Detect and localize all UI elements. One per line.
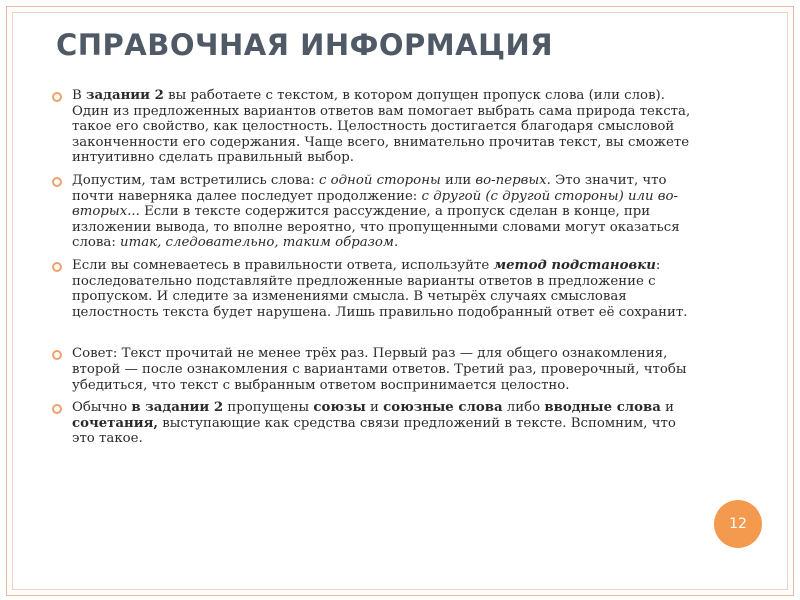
- bullet-circle-icon: [52, 92, 62, 102]
- text-run-bold: в задании 2: [131, 400, 224, 416]
- text-run-italic: с другой (с другой стороны) или во-вторых...: [72, 188, 679, 220]
- text-run: Если в тексте содержится рассуждение, а пропуск сделан в конце, при изложении вывода, то вполне вероятно, что пропущенными словами могут оказаться слова:: [72, 204, 680, 251]
- text-run-italic: во-первых: [475, 172, 547, 188]
- bullet-circle-icon: [52, 350, 62, 360]
- text-run: и: [660, 400, 674, 416]
- bullet-paragraph-4: [52, 346, 692, 393]
- bullet-paragraph-1: [52, 88, 692, 166]
- bullet-paragraph-5: [52, 400, 692, 447]
- text-run-bold: задании 2: [86, 88, 164, 103]
- text-run-bold-italic: метод подстановки: [493, 257, 656, 273]
- bullet-circle-icon: [52, 262, 62, 272]
- text-run: : последовательно подставляйте предложенные варианты ответов в предложение с пропуском. И следите за изменениями смысла. В четырёх случаях смысловая целостность текста будет нарушена. Лишь правильно подобранный ответ её сохранит.: [72, 257, 688, 320]
- text-run-italic: с одной стороны: [318, 172, 441, 188]
- page-number-badge: 12: [714, 500, 762, 548]
- bullet-paragraph-3: [52, 258, 692, 320]
- slide-title: СПРАВОЧНАЯ ИНФОРМАЦИЯ: [56, 28, 554, 62]
- text-run: . Это значит, что почти наверняка далее последует продолжение:: [72, 172, 667, 204]
- text-run: Обычно: [72, 400, 132, 416]
- bullet-paragraph-2: [52, 173, 692, 251]
- text-run: В: [72, 88, 86, 103]
- text-run-bold: союзы: [313, 400, 366, 416]
- text-run: либо: [502, 400, 545, 416]
- text-run: Допустим, там встретились слова:: [72, 172, 319, 188]
- text-run: вы работаете с текстом, в котором допущен пропуск слова (или слов). Один из предложенных вариантов ответов вам помогает выбрать сама природа текста, такое его свойство, как целостность. Целостность достигается благодаря смысловой законченности его содержания. Чаще всего, внимательно прочитав текст, вы сможете интуитивно сделать правильный выбор.: [72, 88, 691, 166]
- text-run: или: [440, 172, 476, 188]
- text-run-italic: итак, следовательно, таким образом.: [120, 235, 399, 251]
- text-run: выступающие как средства связи предложений в тексте. Вспомним, что это такое.: [72, 415, 676, 447]
- slide-content: [52, 88, 692, 454]
- text-run-bold: вводные слова: [544, 400, 661, 416]
- bullet-circle-icon: [52, 177, 62, 187]
- text-run: Совет: Текст прочитай не менее трёх раз. Первый раз — для общего ознакомления, второй — после ознакомления с вариантами ответов. Третий раз, проверочный, чтобы убедиться, что текст с выбранным ответом воспринимается целостно.: [72, 346, 687, 393]
- text-run-bold: сочетания,: [72, 415, 159, 431]
- text-run: Если вы сомневаетесь в правильности ответа, используйте: [72, 257, 494, 273]
- text-run: и: [365, 400, 384, 416]
- text-run-bold: союзные слова: [383, 400, 503, 416]
- text-run: пропущены: [223, 400, 314, 416]
- bullet-circle-icon: [52, 404, 62, 414]
